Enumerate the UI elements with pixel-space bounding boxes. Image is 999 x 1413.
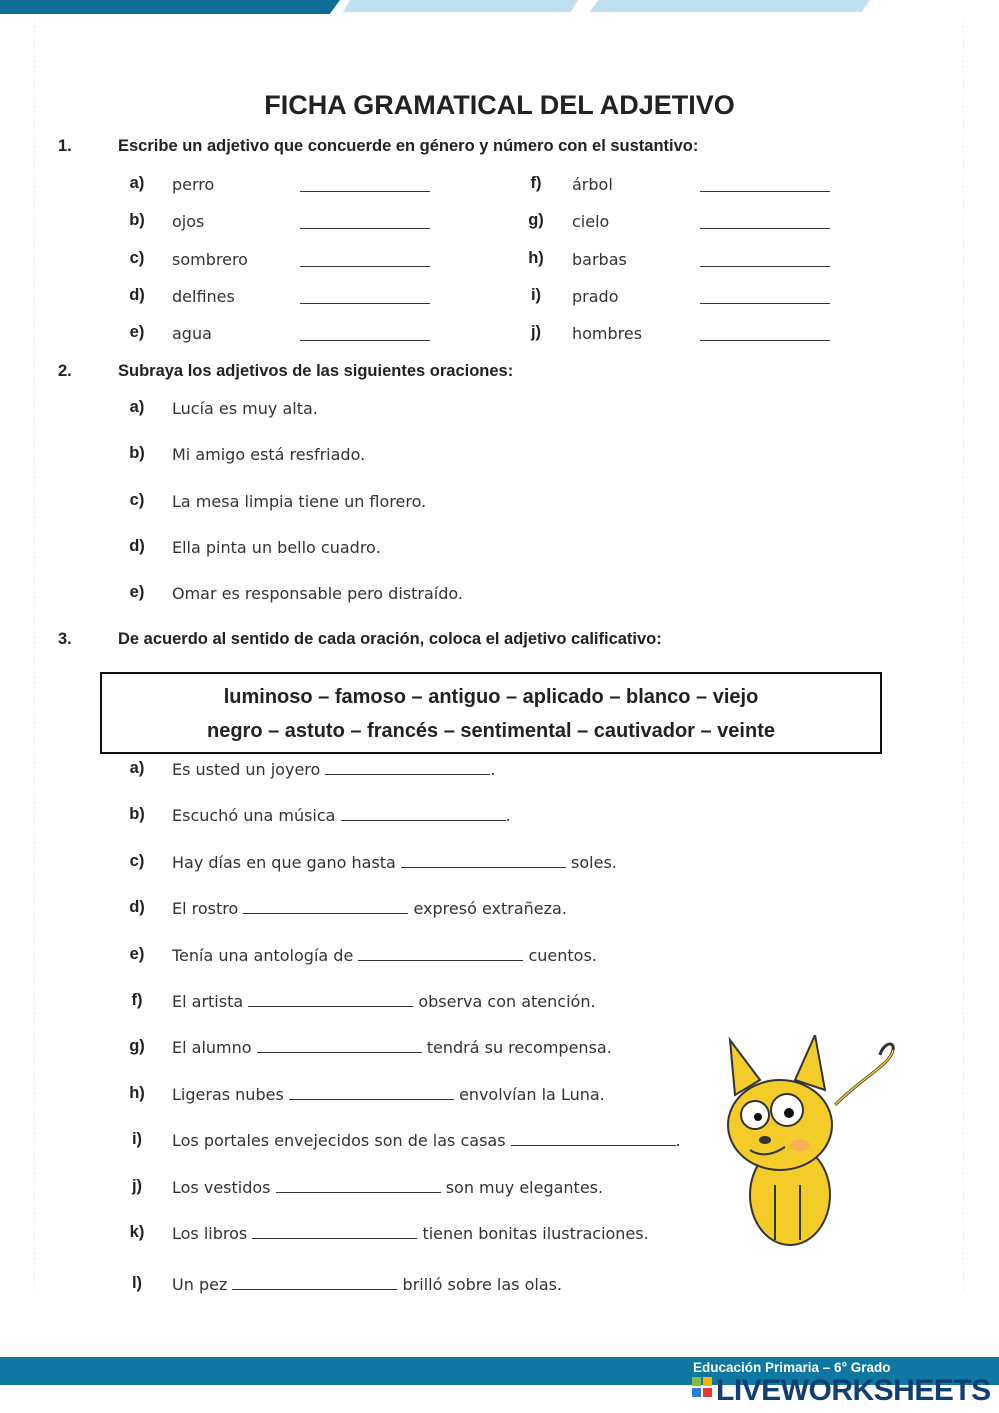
sentence-start: Ligeras nubes bbox=[172, 1084, 284, 1104]
item-label: g) bbox=[129, 1037, 145, 1056]
brand-logo: LIVEWORKSHEETS bbox=[716, 1374, 991, 1407]
header-bar-light bbox=[590, 0, 870, 12]
item-label: k) bbox=[129, 1223, 145, 1241]
sentence-end: envolvían la Luna. bbox=[458, 1084, 605, 1104]
sentence-start: El rostro bbox=[172, 899, 239, 919]
item-label: d) bbox=[129, 285, 145, 304]
sentence-row bbox=[172, 946, 597, 965]
sentence-row bbox=[172, 1131, 681, 1150]
word-bank-line: luminoso – famoso – antiguo – aplicado – blanco – viejo bbox=[223, 686, 759, 708]
noun: hombres bbox=[572, 324, 643, 344]
noun: sombrero bbox=[172, 249, 248, 269]
answer-blank[interactable] bbox=[700, 327, 830, 341]
noun: delfines bbox=[172, 286, 235, 306]
answer-blank[interactable] bbox=[232, 1276, 397, 1290]
sentence[interactable]: Mi amigo está resfriado. bbox=[172, 445, 366, 465]
answer-blank[interactable] bbox=[700, 253, 830, 267]
sentence-row bbox=[172, 992, 596, 1011]
sentence-row bbox=[172, 1275, 562, 1294]
sentence-end: brilló sobre las olas. bbox=[402, 1275, 563, 1294]
item-label: e) bbox=[129, 583, 145, 602]
answer-blank[interactable] bbox=[511, 1132, 676, 1146]
word-bank-line: negro – astuto – francés – sentimental – cautivador – veinte bbox=[207, 720, 775, 742]
section-heading: Subraya los adjetivos de las siguientes oraciones: bbox=[118, 362, 514, 380]
answer-blank[interactable] bbox=[300, 253, 430, 267]
sentence-start: Los libros bbox=[172, 1224, 248, 1243]
item-label: g) bbox=[528, 211, 544, 230]
sentence-end: soles. bbox=[571, 852, 617, 872]
item-label: j) bbox=[530, 323, 542, 342]
answer-blank[interactable] bbox=[325, 761, 490, 775]
item-label: b) bbox=[129, 805, 145, 824]
section-number: 2. bbox=[58, 362, 72, 380]
sentence-row bbox=[172, 899, 567, 918]
sentence-start: Los vestidos bbox=[172, 1177, 271, 1197]
answer-blank[interactable] bbox=[243, 900, 408, 914]
item-label: c) bbox=[129, 851, 145, 870]
sentence-end: . bbox=[490, 760, 496, 779]
item-label: c) bbox=[129, 248, 145, 267]
item-label: b) bbox=[129, 444, 145, 463]
sentence-end: . bbox=[675, 1131, 681, 1151]
sentence[interactable]: Ella pinta un bello cuadro. bbox=[172, 537, 381, 557]
section-heading: De acuerdo al sentido de cada oración, coloca el adjetivo calificativo: bbox=[118, 630, 662, 648]
sentence-end: . bbox=[505, 806, 511, 826]
sentence-start: Escuchó una música bbox=[172, 806, 336, 826]
sentence-start: Hay días en que gano hasta bbox=[172, 852, 396, 872]
item-label: d) bbox=[129, 898, 145, 917]
header-bar-light bbox=[343, 0, 578, 12]
sentence[interactable]: La mesa limpia tiene un florero. bbox=[172, 491, 427, 511]
sentence-row bbox=[172, 1178, 603, 1197]
answer-blank[interactable] bbox=[257, 1039, 422, 1053]
noun: árbol bbox=[572, 175, 613, 194]
sentence-start: El artista bbox=[172, 992, 244, 1011]
section-heading: Escribe un adjetivo que concuerde en género y número con el sustantivo: bbox=[118, 137, 699, 155]
section-number: 1. bbox=[58, 137, 72, 155]
sentence-row bbox=[172, 1038, 612, 1057]
item-label: a) bbox=[129, 759, 145, 777]
answer-blank[interactable] bbox=[700, 215, 830, 229]
item-label: f) bbox=[530, 174, 542, 192]
answer-blank[interactable] bbox=[300, 178, 430, 192]
item-label: d) bbox=[129, 536, 145, 555]
item-label: h) bbox=[528, 248, 544, 267]
noun: ojos bbox=[172, 212, 205, 232]
answer-blank[interactable] bbox=[300, 215, 430, 229]
sentence-end: tienen bonitas ilustraciones. bbox=[422, 1224, 649, 1243]
noun: prado bbox=[572, 286, 619, 306]
item-label: e) bbox=[129, 944, 145, 963]
sentence-end: cuentos. bbox=[528, 945, 597, 965]
item-label: h) bbox=[129, 1083, 145, 1102]
sentence[interactable]: Lucía es muy alta. bbox=[172, 399, 318, 418]
answer-blank[interactable] bbox=[358, 947, 523, 961]
item-label: l) bbox=[131, 1274, 143, 1292]
answer-blank[interactable] bbox=[700, 178, 830, 192]
sentence-row bbox=[172, 806, 511, 825]
sentence-start: Un pez bbox=[172, 1275, 228, 1294]
item-label: a) bbox=[129, 174, 145, 192]
footer-grade: Educación Primaria – 6° Grado bbox=[693, 1360, 891, 1375]
item-label: e) bbox=[129, 323, 145, 342]
answer-blank[interactable] bbox=[300, 290, 430, 304]
header-bar-dark bbox=[0, 0, 340, 14]
sentence-start: Es usted un joyero bbox=[172, 760, 321, 779]
sentence-row bbox=[172, 760, 495, 779]
noun: perro bbox=[172, 175, 215, 194]
noun: barbas bbox=[572, 249, 627, 269]
item-label: i) bbox=[131, 1130, 143, 1149]
sentence-end: observa con atención. bbox=[418, 992, 596, 1011]
sentence-row bbox=[172, 1224, 649, 1243]
answer-blank[interactable] bbox=[401, 854, 566, 868]
answer-blank[interactable] bbox=[700, 290, 830, 304]
item-label: a) bbox=[129, 398, 145, 416]
sentence-row bbox=[172, 853, 617, 872]
item-label: f) bbox=[131, 991, 143, 1009]
item-label: i) bbox=[530, 285, 542, 304]
answer-blank[interactable] bbox=[252, 1225, 417, 1239]
sentence-start: Los portales envejecidos son de las casas bbox=[172, 1131, 506, 1151]
item-label: c) bbox=[129, 490, 145, 509]
answer-blank[interactable] bbox=[341, 807, 506, 821]
sentence-start: El alumno bbox=[172, 1038, 252, 1058]
noun: agua bbox=[172, 324, 212, 344]
liveworksheets-logo-icon bbox=[692, 1377, 714, 1399]
margin-line bbox=[963, 20, 964, 1290]
section-number: 3. bbox=[58, 630, 72, 648]
cat-illustration bbox=[715, 1035, 900, 1250]
answer-blank[interactable] bbox=[276, 1179, 441, 1193]
answer-blank[interactable] bbox=[289, 1086, 454, 1100]
sentence-start: Tenía una antología de bbox=[172, 945, 354, 965]
page-title: FICHA GRAMATICAL DEL ADJETIVO bbox=[264, 90, 735, 120]
sentence-end: tendrá su recompensa. bbox=[426, 1038, 612, 1058]
sentence-row bbox=[172, 1085, 605, 1104]
answer-blank[interactable] bbox=[248, 993, 413, 1007]
sentence-end: expresó extrañeza. bbox=[413, 899, 567, 919]
sentence-end: son muy elegantes. bbox=[445, 1177, 604, 1197]
item-label: b) bbox=[129, 211, 145, 230]
answer-blank[interactable] bbox=[300, 327, 430, 341]
word-bank bbox=[100, 672, 882, 754]
sentence[interactable]: Omar es responsable pero distraído. bbox=[172, 584, 463, 604]
margin-line bbox=[34, 20, 35, 1290]
noun: cielo bbox=[572, 212, 610, 232]
item-label: j) bbox=[131, 1176, 143, 1195]
